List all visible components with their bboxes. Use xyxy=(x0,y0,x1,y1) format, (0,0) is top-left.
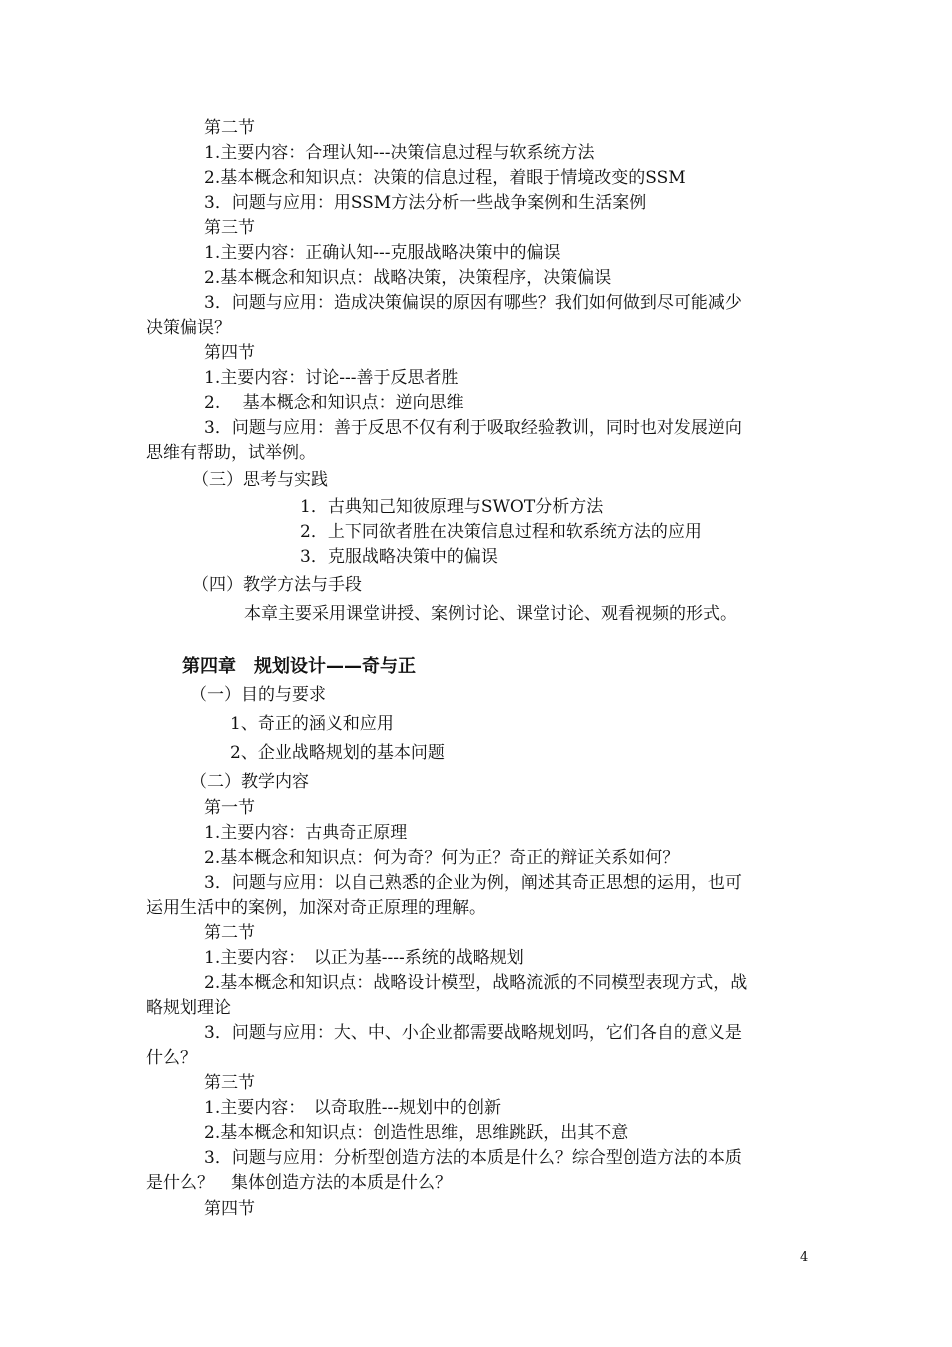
text-line: 是什么？ 集体创造方法的本质是什么？ xyxy=(146,1173,452,1193)
text-line: 3．问题与应用：用SSM方法分析一些战争案例和生活案例 xyxy=(204,193,647,213)
text-line: 2.基本概念和知识点：决策的信息过程，着眼于情境改变的SSM xyxy=(204,168,686,188)
text-line: 2.基本概念和知识点：战略设计模型，战略流派的不同模型表现方式，战 xyxy=(204,973,748,993)
section-heading: 第四节 xyxy=(204,1199,255,1219)
text-line: 1.主要内容： 以正为基----系统的战略规划 xyxy=(204,948,524,968)
section-heading: 第三节 xyxy=(204,1073,255,1093)
text-line: 1.主要内容： 以奇取胜---规划中的创新 xyxy=(204,1098,501,1118)
list-item: 2．上下同欲者胜在决策信息过程和软系统方法的应用 xyxy=(300,522,702,542)
text-line: 决策偏误？ xyxy=(146,318,231,338)
chapter-heading: 第四章 规划设计——奇与正 xyxy=(182,656,416,677)
text-line: 2.基本概念和知识点：战略决策，决策程序，决策偏误 xyxy=(204,268,612,288)
text-line: 3．问题与应用：造成决策偏误的原因有哪些？我们如何做到尽可能减少 xyxy=(204,293,742,313)
section-heading: 第二节 xyxy=(204,118,255,138)
text-line: 略规划理论 xyxy=(146,998,231,1018)
subsection-heading: （四）教学方法与手段 xyxy=(192,575,362,595)
text-line: 1.主要内容：正确认知---克服战略决策中的偏误 xyxy=(204,243,561,263)
text-line: 1.主要内容：讨论---善于反思者胜 xyxy=(204,368,459,388)
list-item: 1．古典知己知彼原理与SWOT分析方法 xyxy=(300,497,604,517)
text-line: 什么？ xyxy=(146,1048,197,1068)
list-item: 3．克服战略决策中的偏误 xyxy=(300,547,498,567)
section-heading: 第一节 xyxy=(204,798,255,818)
section-heading: 第二节 xyxy=(204,923,255,943)
section-heading: 第四节 xyxy=(204,343,255,363)
text-line: 2.基本概念和知识点：何为奇？何为正？奇正的辩证关系如何？ xyxy=(204,848,680,868)
text-line: 3．问题与应用：分析型创造方法的本质是什么？综合型创造方法的本质 xyxy=(204,1148,742,1168)
text-line: 本章主要采用课堂讲授、案例讨论、课堂讨论、观看视频的形式。 xyxy=(244,604,737,624)
text-line: 3．问题与应用：善于反思不仅有利于吸取经验教训，同时也对发展逆向 xyxy=(204,418,742,438)
text-line: 运用生活中的案例，加深对奇正原理的理解。 xyxy=(146,898,486,918)
subsection-heading: （二）教学内容 xyxy=(190,772,309,792)
text-line: 2.基本概念和知识点：创造性思维，思维跳跃，出其不意 xyxy=(204,1123,629,1143)
list-item: 1、奇正的涵义和应用 xyxy=(230,714,394,734)
page-number: 4 xyxy=(800,1250,809,1265)
text-line: 1.主要内容：古典奇正原理 xyxy=(204,823,408,843)
section-heading: 第三节 xyxy=(204,218,255,238)
subsection-heading: （一）目的与要求 xyxy=(190,685,326,705)
text-line: 2. 基本概念和知识点：逆向思维 xyxy=(204,393,464,413)
subsection-heading: （三）思考与实践 xyxy=(192,470,328,490)
list-item: 2、企业战略规划的基本问题 xyxy=(230,743,445,763)
text-line: 思维有帮助，试举例。 xyxy=(146,443,316,463)
text-line: 3．问题与应用：大、中、小企业都需要战略规划吗，它们各自的意义是 xyxy=(204,1023,742,1043)
text-line: 1.主要内容：合理认知---决策信息过程与软系统方法 xyxy=(204,143,595,163)
text-line: 3．问题与应用：以自己熟悉的企业为例，阐述其奇正思想的运用，也可 xyxy=(204,873,742,893)
